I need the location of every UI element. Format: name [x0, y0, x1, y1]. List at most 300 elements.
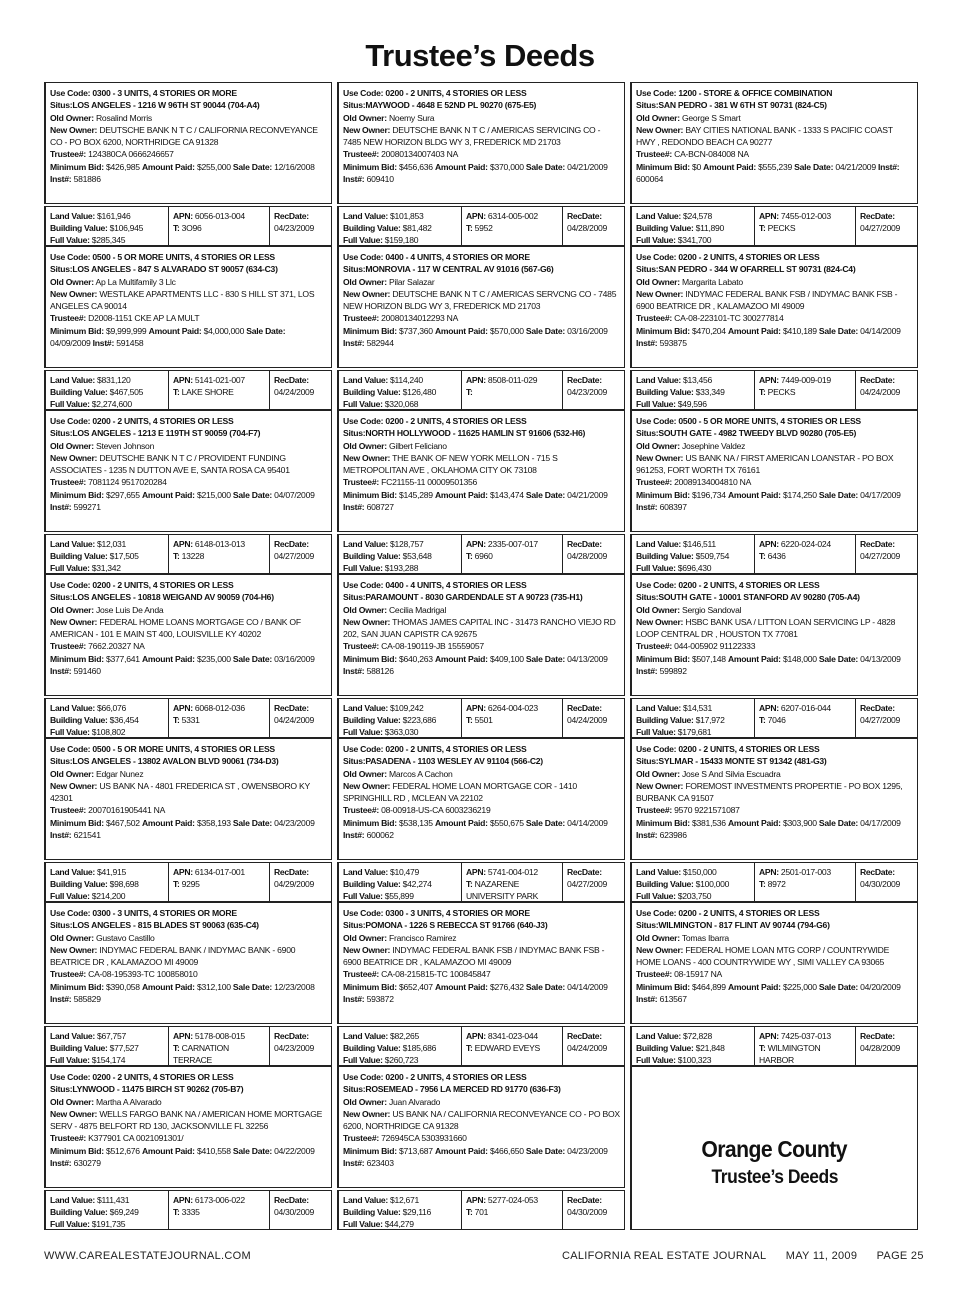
valuation-cell — [632, 1027, 754, 1065]
minimum-bid-label: Minimum Bid: — [343, 1145, 397, 1156]
new-owner: US BANK NA / CALIFORNIA RECONVEYANCE CO - PO BOX 6200, NORTHRIDGE CA 91328 — [343, 1108, 620, 1132]
inst-number: 591458 — [116, 338, 144, 349]
deed-record-details — [630, 410, 918, 532]
use-code-label: Use Code: — [50, 744, 91, 754]
recdate-label: RecDate: — [274, 1195, 309, 1205]
deed-record — [630, 410, 918, 574]
building-value: $106,945 — [109, 223, 144, 234]
amount-paid: $550,675 — [489, 817, 524, 828]
old-owner: Juan Alvarado — [388, 1096, 441, 1107]
situs-address: LOS ANGELES - 10818 WEIGAND AV 90059 (704-H6) — [72, 592, 274, 603]
tract-name: 3O96 — [181, 223, 202, 234]
building-value-label: Building Value: — [50, 879, 108, 890]
recdate-label: RecDate: — [567, 375, 602, 385]
deed-record-details — [337, 738, 625, 860]
minimum-bid: $145,289 — [398, 489, 433, 500]
sale-line — [636, 325, 913, 350]
situs-line — [343, 1083, 620, 1095]
trustee-line — [343, 312, 620, 324]
new-owner-label: New Owner: — [343, 944, 391, 955]
recording-date: 04/24/2009 — [860, 387, 901, 398]
old-owner: Martha A Alvarado — [95, 1096, 162, 1107]
building-value-label: Building Value: — [50, 715, 108, 726]
building-value: $81,482 — [402, 223, 432, 234]
sale-line — [50, 653, 327, 678]
trustee-line — [50, 968, 327, 980]
inst-label: Inst#: — [878, 161, 900, 172]
situs-label: Situs: — [636, 264, 659, 275]
minimum-bid: $377,641 — [105, 653, 140, 664]
recdate-label: RecDate: — [567, 867, 602, 877]
sale-date: 03/16/2009 — [567, 325, 608, 336]
old-owner: Noemy Sura — [388, 112, 435, 123]
apn-number: 8341-023-044 — [487, 1031, 538, 1041]
inst-label: Inst#: — [343, 666, 365, 677]
deed-record — [337, 902, 625, 1066]
old-owner-line — [343, 276, 620, 288]
deed-record-details — [630, 738, 918, 860]
amount-paid-label: Amount Paid: — [148, 325, 202, 336]
valuation-cell — [339, 371, 461, 409]
footer-page: PAGE 25 — [876, 1250, 924, 1262]
amount-paid: $215,000 — [196, 489, 231, 500]
recdate-cell — [562, 207, 624, 245]
recdate-label: RecDate: — [567, 1195, 602, 1205]
trustee-number: 7081124 9517020284 — [88, 477, 167, 488]
situs-address: LOS ANGELES - 847 S ALVARADO ST 90057 (634-C3) — [72, 264, 278, 275]
recording-date: 04/28/2009 — [860, 1043, 901, 1054]
apn-label: APN: — [759, 867, 779, 877]
land-value: $146,511 — [683, 539, 716, 549]
land-value-label: Land Value: — [636, 211, 681, 221]
new-owner: WESTLAKE APARTMENTS LLC - 830 S HILL ST 371, LOS ANGELES CA 90014 — [50, 288, 315, 312]
orange-county-subtitle: Trustee’s Deeds — [711, 1166, 838, 1188]
trustee-number: FC21155-11 00009501356 — [381, 477, 478, 488]
recdate-cell — [269, 1191, 331, 1229]
column-3 — [630, 82, 918, 1230]
tract-label: T: — [466, 551, 473, 562]
building-value-label: Building Value: — [343, 551, 401, 562]
trustee-label: Trustee#: — [636, 805, 672, 816]
use-code: 0300 - 3 UNITS, 4 STORIES OR MORE — [385, 908, 530, 918]
building-value: $223,686 — [402, 715, 437, 726]
recdate-label: RecDate: — [860, 539, 895, 549]
minimum-bid: $464,899 — [691, 981, 726, 992]
situs-line — [343, 99, 620, 111]
full-value-label: Full Value: — [636, 399, 676, 409]
tract-label: T: — [466, 1207, 473, 1218]
tract-name: 9295 — [181, 879, 200, 890]
sale-line — [343, 817, 620, 842]
land-value-label: Land Value: — [50, 1031, 95, 1041]
trustee-line — [636, 804, 913, 816]
tract-label: T: — [759, 1043, 766, 1054]
minimum-bid: $9,999,999 — [105, 325, 147, 336]
amount-paid-label: Amount Paid: — [434, 489, 488, 500]
recdate-label: RecDate: — [860, 703, 895, 713]
new-owner: HSBC BANK USA / LITTON LOAN SERVICING LP - 4828 LOOP CENTRAL DR , HOUSTON TX 77081 — [636, 616, 896, 640]
old-owner: Gustavo Castillo — [95, 932, 155, 943]
apn-number: 7425-037-013 — [780, 1031, 831, 1041]
new-owner-label: New Owner: — [343, 1108, 391, 1119]
sale-line — [343, 161, 620, 186]
inst-number: 593875 — [659, 338, 687, 349]
tract-label: T: — [173, 1043, 180, 1054]
sale-date: 04/14/2009 — [567, 981, 608, 992]
sale-date-label: Sale Date: — [818, 653, 858, 664]
building-value: $77,527 — [109, 1043, 139, 1054]
use-code: 0200 - 2 UNITS, 4 STORIES OR LESS — [678, 744, 820, 754]
building-value-label: Building Value: — [343, 1207, 401, 1218]
use-code-label: Use Code: — [636, 416, 677, 426]
old-owner-line — [343, 604, 620, 616]
new-owner-label: New Owner: — [50, 452, 98, 463]
amount-paid: $312,100 — [196, 981, 231, 992]
full-value-label: Full Value: — [343, 563, 383, 573]
land-value: $67,757 — [97, 1031, 126, 1041]
trustee-label: Trustee#: — [343, 477, 379, 488]
situs-line — [636, 919, 913, 931]
amount-paid-label: Amount Paid: — [141, 489, 195, 500]
inst-label: Inst#: — [343, 830, 365, 841]
situs-line — [50, 427, 327, 439]
valuation-cell — [46, 535, 168, 573]
old-owner: Josephine Valdez — [681, 440, 746, 451]
situs-line — [343, 427, 620, 439]
situs-label: Situs: — [343, 428, 366, 439]
valuation-cell — [46, 699, 168, 737]
recdate-label: RecDate: — [274, 703, 309, 713]
apn-number: 5178-008-015 — [194, 1031, 245, 1041]
apn-number: 2335-007-017 — [487, 539, 538, 549]
old-owner-line — [50, 440, 327, 452]
inst-number: 599892 — [659, 666, 687, 677]
land-value: $12,671 — [390, 1195, 419, 1205]
new-owner: US BANK NA - 4801 FREDERICA ST , OWENSBORO KY 42301 — [50, 780, 310, 804]
amount-paid-label: Amount Paid: — [434, 817, 488, 828]
deed-record — [337, 410, 625, 574]
full-value: $31,342 — [91, 563, 121, 573]
building-value: $33,349 — [695, 387, 725, 398]
minimum-bid-label: Minimum Bid: — [50, 653, 104, 664]
land-value: $13,456 — [683, 375, 712, 385]
inst-label: Inst#: — [636, 338, 658, 349]
sale-line — [636, 981, 913, 1006]
amount-paid: $409,100 — [489, 653, 524, 664]
recdate-cell — [562, 699, 624, 737]
apn-label: APN: — [466, 539, 486, 549]
minimum-bid: $0 — [691, 161, 702, 172]
use-code-label: Use Code: — [636, 580, 677, 590]
inst-number: 630279 — [73, 1158, 101, 1169]
deed-record — [337, 738, 625, 902]
old-owner-label: Old Owner: — [343, 932, 387, 943]
inst-label: Inst#: — [92, 338, 115, 349]
situs-line — [343, 919, 620, 931]
sale-date: 04/23/2009 — [567, 1145, 608, 1156]
use-code-label: Use Code: — [50, 416, 91, 426]
old-owner-label: Old Owner: — [50, 604, 94, 615]
building-value: $17,505 — [109, 551, 139, 562]
sale-line — [636, 817, 913, 842]
recdate-label: RecDate: — [274, 375, 309, 385]
full-value: $260,723 — [384, 1055, 419, 1065]
valuation-cell — [339, 535, 461, 573]
amount-paid-label: Amount Paid: — [727, 653, 781, 664]
situs-address: LOS ANGELES - 1213 E 119TH ST 90059 (704-F7) — [72, 428, 261, 439]
recdate-cell — [269, 1027, 331, 1065]
building-value: $467,505 — [109, 387, 144, 398]
old-owner: George S Smart — [681, 112, 741, 123]
situs-line — [50, 263, 327, 275]
valuation-cell — [632, 863, 754, 901]
full-value: $49,596 — [677, 399, 707, 409]
recording-date: 04/24/2009 — [567, 1043, 608, 1054]
recdate-label: RecDate: — [567, 1031, 602, 1041]
deed-record-values — [44, 534, 332, 574]
sale-line — [343, 653, 620, 678]
sale-date-label: Sale Date: — [818, 981, 858, 992]
sale-date: 04/21/2009 — [567, 489, 608, 500]
minimum-bid-label: Minimum Bid: — [636, 817, 690, 828]
building-value: $126,480 — [402, 387, 437, 398]
new-owner-label: New Owner: — [50, 1108, 98, 1119]
apn-label: APN: — [173, 539, 193, 549]
land-value: $12,031 — [97, 539, 126, 549]
tract-name: 701 — [474, 1207, 489, 1218]
building-value: $17,972 — [695, 715, 725, 726]
deed-record-details — [337, 574, 625, 696]
inst-number: 599271 — [73, 502, 101, 513]
use-code-line — [343, 415, 620, 427]
deed-record — [337, 1066, 625, 1230]
amount-paid-label: Amount Paid: — [727, 325, 781, 336]
inst-number: 593872 — [366, 994, 394, 1005]
deed-record — [630, 738, 918, 902]
tract-name: 13228 — [181, 551, 205, 562]
minimum-bid-label: Minimum Bid: — [343, 325, 397, 336]
recdate-cell — [855, 207, 917, 245]
trustee-line — [343, 804, 620, 816]
full-value-label: Full Value: — [636, 891, 676, 901]
new-owner: DEUTSCHE BANK N T C / AMERICAS SERVICING CO - 7485 NEW HORIZON BLDG WY 3, FREDERICK MD 21703 — [343, 124, 601, 148]
minimum-bid: $737,360 — [398, 325, 433, 336]
amount-paid-label: Amount Paid: — [434, 653, 488, 664]
recording-date: 04/30/2009 — [567, 1207, 608, 1218]
minimum-bid-label: Minimum Bid: — [50, 489, 104, 500]
apn-label: APN: — [466, 211, 486, 221]
new-owner-line — [50, 124, 327, 149]
inst-label: Inst#: — [636, 502, 658, 513]
valuation-cell — [339, 1027, 461, 1065]
apn-number: 7449-009-019 — [780, 375, 831, 385]
minimum-bid: $196,734 — [691, 489, 726, 500]
amount-paid: $235,000 — [196, 653, 231, 664]
use-code-line — [636, 743, 913, 755]
minimum-bid-label: Minimum Bid: — [636, 325, 690, 336]
use-code: 0400 - 4 UNITS, 4 STORIES OR LESS — [385, 580, 527, 590]
recording-date: 04/24/2009 — [274, 715, 315, 726]
trustee-line — [636, 148, 913, 160]
use-code: 0400 - 4 UNITS, 4 STORIES OR MORE — [385, 252, 530, 262]
use-code-line — [636, 579, 913, 591]
recdate-cell — [269, 535, 331, 573]
deed-record — [44, 246, 332, 410]
valuation-cell — [632, 207, 754, 245]
tract-name: 6960 — [474, 551, 493, 562]
full-value-label: Full Value: — [343, 235, 383, 245]
apn-cell — [754, 371, 855, 409]
amount-paid-label: Amount Paid: — [727, 489, 781, 500]
sale-date: 04/14/2009 — [860, 325, 901, 336]
situs-line — [636, 99, 913, 111]
building-value: $185,686 — [402, 1043, 437, 1054]
full-value: $285,345 — [91, 235, 126, 245]
tract-name: 5501 — [474, 715, 493, 726]
amount-paid: $410,558 — [196, 1145, 231, 1156]
land-value: $72,828 — [683, 1031, 712, 1041]
old-owner-label: Old Owner: — [50, 768, 94, 779]
use-code: 0300 - 3 UNITS, 4 STORIES OR MORE — [92, 88, 237, 98]
amount-paid: $555,239 — [758, 161, 792, 172]
tract-label: T: — [173, 715, 180, 726]
building-value-label: Building Value: — [50, 387, 108, 398]
land-value-label: Land Value: — [50, 867, 95, 877]
trustee-label: Trustee#: — [343, 149, 379, 160]
situs-address: SAN PEDRO - 381 W 6TH ST 90731 (824-C5) — [658, 100, 827, 111]
apn-label: APN: — [173, 867, 193, 877]
minimum-bid: $381,536 — [691, 817, 726, 828]
sale-date: 03/16/2009 — [274, 653, 315, 664]
footer-website: WWW.CAREALESTATEJOURNAL.COM — [44, 1250, 251, 1262]
sale-date: 04/17/2009 — [860, 489, 901, 500]
full-value: $696,430 — [677, 563, 712, 573]
sale-line — [343, 981, 620, 1006]
new-owner-line — [343, 944, 620, 969]
valuation-cell — [46, 1027, 168, 1065]
deed-record-details — [630, 246, 918, 368]
new-owner-line — [50, 1108, 327, 1133]
old-owner-label: Old Owner: — [636, 768, 680, 779]
new-owner-label: New Owner: — [343, 780, 391, 791]
recdate-cell — [562, 1191, 624, 1229]
apn-label: APN: — [173, 211, 193, 221]
deed-record-values — [630, 698, 918, 738]
recording-date: 04/30/2009 — [860, 879, 901, 890]
full-value-label: Full Value: — [636, 235, 676, 245]
new-owner: DEUTSCHE BANK N T C / PROVIDENT FUNDING ASSOCIATES - 1235 N DUTTON AVE E, SANTA ROSA CA 95401 — [50, 452, 290, 476]
land-value: $41,915 — [97, 867, 126, 877]
tract-name: PECKS — [767, 387, 796, 398]
old-owner: Rosalind Morris — [95, 112, 152, 123]
new-owner: US BANK NA / FIRST AMERICAN LOANSTAR - PO BOX 961253, FORT WORTH TX 76161 — [636, 452, 894, 476]
full-value: $55,899 — [384, 891, 414, 901]
old-owner-line — [636, 768, 913, 780]
recdate-cell — [269, 207, 331, 245]
trustee-line — [343, 640, 620, 652]
full-value: $2,274,600 — [91, 399, 132, 409]
recdate-label: RecDate: — [274, 539, 309, 549]
inst-number: 581886 — [73, 174, 101, 185]
trustee-label: Trustee#: — [50, 1133, 86, 1144]
full-value-label: Full Value: — [636, 727, 676, 737]
minimum-bid-label: Minimum Bid: — [343, 817, 397, 828]
sale-line — [636, 161, 913, 186]
deed-record-details — [337, 246, 625, 368]
minimum-bid-label: Minimum Bid: — [343, 653, 397, 664]
orange-county-title: Orange County — [701, 1135, 848, 1162]
recording-date: 04/27/2009 — [860, 223, 901, 234]
building-value: $36,454 — [109, 715, 139, 726]
inst-label: Inst#: — [50, 1158, 72, 1169]
inst-number: 585829 — [73, 994, 101, 1005]
old-owner-line — [343, 1096, 620, 1108]
building-value: $100,000 — [695, 879, 730, 890]
amount-paid-label: Amount Paid: — [434, 161, 488, 172]
amount-paid: $148,000 — [782, 653, 817, 664]
sale-date: 04/23/2009 — [274, 817, 315, 828]
new-owner-label: New Owner: — [636, 288, 684, 299]
recdate-cell — [562, 535, 624, 573]
recdate-label: RecDate: — [860, 375, 895, 385]
situs-label: Situs: — [50, 592, 73, 603]
situs-label: Situs: — [636, 592, 659, 603]
apn-number: 6056-013-004 — [194, 211, 245, 221]
inst-number: 591460 — [73, 666, 101, 677]
inst-number: 608397 — [659, 502, 687, 513]
situs-label: Situs: — [343, 592, 366, 603]
sale-line — [50, 325, 327, 350]
full-value: $341,700 — [677, 235, 712, 245]
recdate-cell — [855, 863, 917, 901]
full-value-label: Full Value: — [343, 1055, 383, 1065]
recdate-label: RecDate: — [567, 211, 602, 221]
minimum-bid-label: Minimum Bid: — [343, 161, 397, 172]
apn-cell — [754, 699, 855, 737]
recording-date: 04/28/2009 — [567, 551, 608, 562]
land-value: $161,946 — [97, 211, 131, 221]
trustee-label: Trustee#: — [343, 641, 379, 652]
trustee-line — [343, 1132, 620, 1144]
sale-line — [50, 161, 327, 186]
sale-line — [343, 1145, 620, 1170]
inst-label: Inst#: — [50, 666, 72, 677]
full-value: $214,200 — [91, 891, 126, 901]
situs-address: NORTH HOLLYWOOD - 11625 HAMLIN ST 91606 (532-H6) — [365, 428, 586, 439]
land-value-label: Land Value: — [343, 703, 388, 713]
minimum-bid-label: Minimum Bid: — [636, 161, 690, 172]
land-value-label: Land Value: — [636, 867, 681, 877]
recdate-cell — [269, 371, 331, 409]
full-value: $320,068 — [384, 399, 419, 409]
use-code-label: Use Code: — [343, 744, 384, 754]
land-value-label: Land Value: — [343, 375, 388, 385]
apn-number: 6207-016-044 — [780, 703, 831, 713]
use-code: 0500 - 5 OR MORE UNITS, 4 STORIES OR LESS — [92, 252, 275, 262]
new-owner-line — [343, 452, 620, 477]
deed-record — [337, 82, 625, 246]
new-owner: DEUTSCHE BANK N T C / AMERICAS SERVCNG CO - 7485 NEW HORIZON BLDG WY 3, FREDERICK MD 21703 — [343, 288, 617, 312]
use-code-label: Use Code: — [50, 1072, 91, 1082]
building-value-label: Building Value: — [343, 223, 401, 234]
trustee-label: Trustee#: — [343, 969, 379, 980]
old-owner: Edgar Nunez — [95, 768, 144, 779]
trustee-line — [50, 476, 327, 488]
full-value: $191,735 — [91, 1219, 126, 1229]
inst-label: Inst#: — [50, 994, 72, 1005]
tract-label: T: — [466, 387, 473, 398]
recdate-cell — [562, 1027, 624, 1065]
